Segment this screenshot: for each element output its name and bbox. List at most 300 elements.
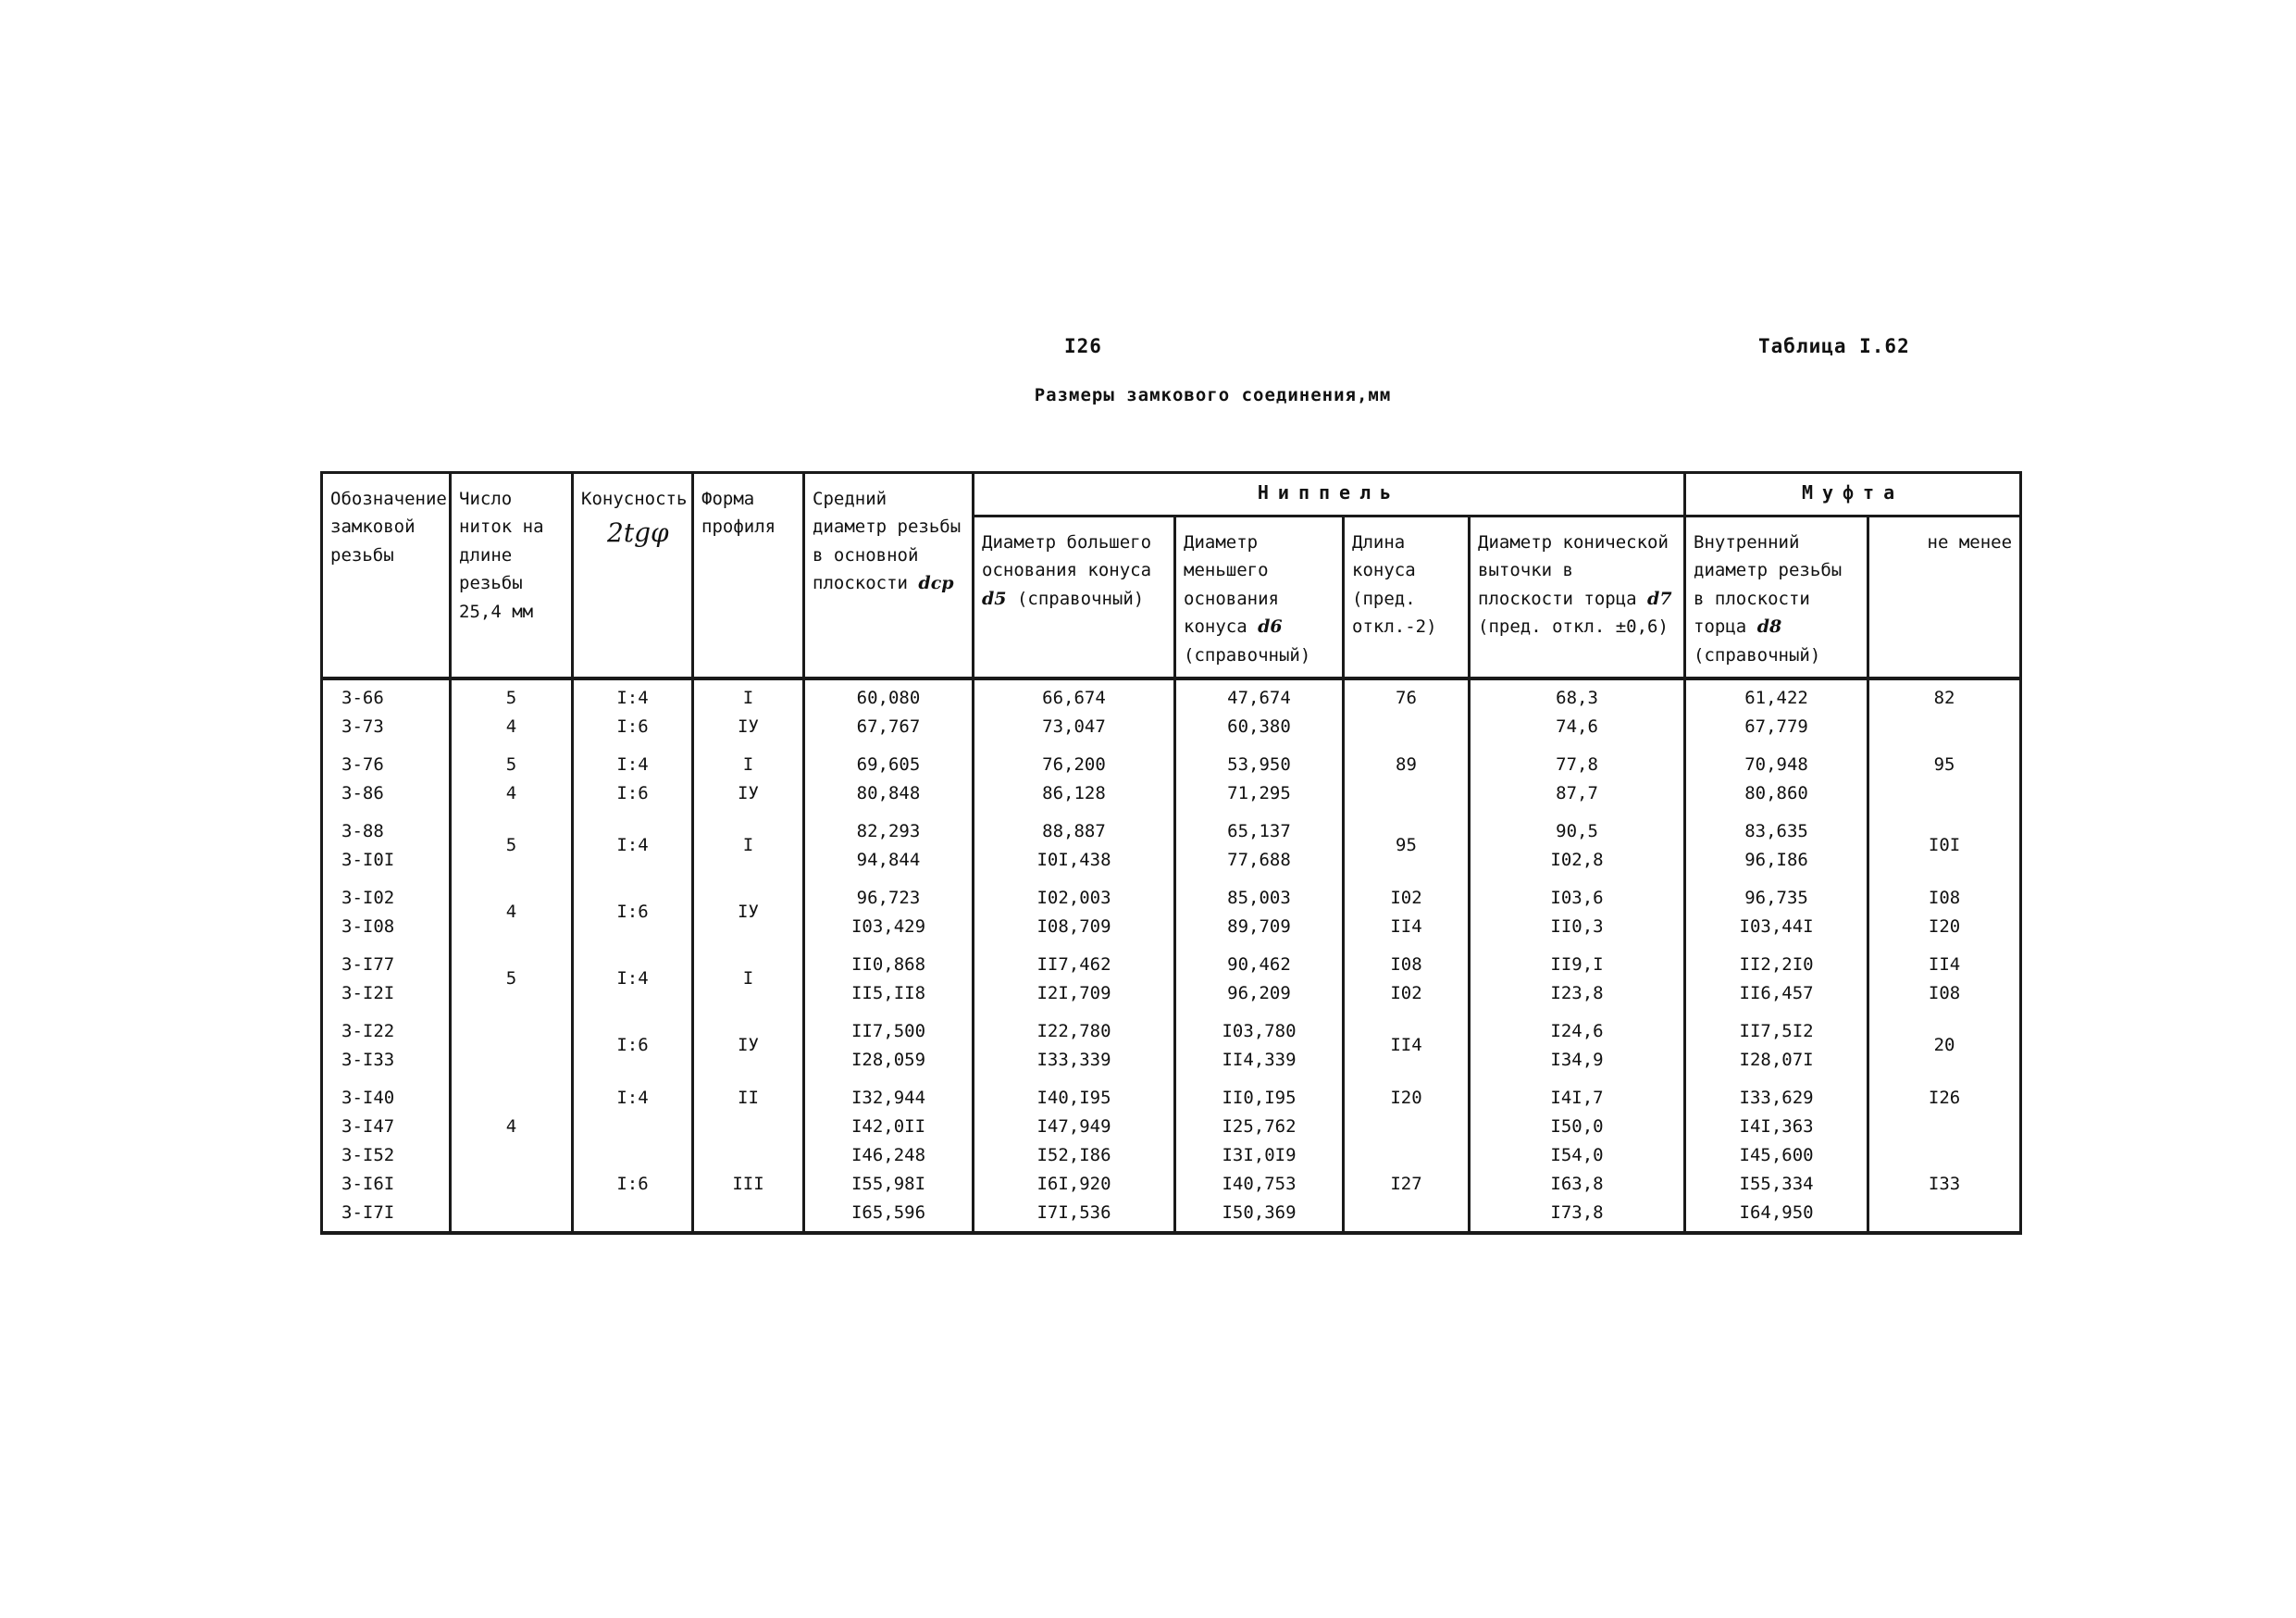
table-cell	[1344, 678, 1470, 1233]
cell-value: I33	[1928, 1173, 1961, 1194]
group-gap	[1877, 808, 2012, 817]
group-block	[982, 1084, 1166, 1227]
cell-value: I6I,920	[1036, 1173, 1111, 1194]
table-cell	[573, 678, 693, 1233]
cell-value: I52,I86	[1036, 1144, 1111, 1165]
group-block	[701, 1084, 795, 1227]
group-gap	[701, 941, 795, 951]
cell-value: IУ	[738, 782, 759, 803]
cell-value: I:6	[616, 902, 649, 923]
cell-value: II4	[1390, 915, 1422, 937]
cell-value: I:4	[616, 1087, 649, 1108]
cell-value	[1877, 1199, 2012, 1227]
group-gap	[813, 875, 964, 884]
table-cell	[693, 678, 804, 1233]
cell-value: I32,944	[850, 1087, 926, 1108]
group-block	[1478, 817, 1676, 875]
cell-value: 88,887	[1042, 820, 1106, 841]
group-gap	[459, 1008, 564, 1017]
cell-value: 83,635	[1744, 820, 1808, 841]
cell-value: I20	[1928, 915, 1961, 937]
cell-value: 89	[1396, 753, 1417, 775]
cell-value: 90,5	[1556, 820, 1598, 841]
group-gap	[1877, 1075, 2012, 1084]
cell-value: I0I,438	[1036, 849, 1111, 870]
cell-value: 53,950	[1227, 753, 1291, 775]
cell-value: I4I,363	[1739, 1115, 1814, 1137]
cell-value: 5	[505, 687, 517, 708]
group-block	[701, 1017, 795, 1075]
cell-value: 90,462	[1227, 953, 1291, 975]
cell-value: 5	[505, 968, 517, 989]
cell-value: 4	[505, 1115, 517, 1137]
group-gap	[701, 1008, 795, 1017]
cell-value: I03,44I	[1739, 915, 1814, 937]
cell-value: 47,674	[1227, 687, 1291, 708]
cell-value: 4	[505, 716, 517, 737]
group-block	[1877, 1084, 2012, 1227]
cell-value: 61,422	[1744, 687, 1808, 708]
group-block	[459, 884, 564, 941]
cell-value: 3-I40	[341, 1087, 395, 1108]
group-gap	[581, 875, 684, 884]
cell-value: I45,600	[1739, 1144, 1814, 1165]
group-block	[1478, 951, 1676, 1008]
group-gap	[341, 741, 441, 751]
cell-value: I23,8	[1550, 982, 1604, 1003]
cell-value: 20	[1933, 1035, 1955, 1056]
group-gap	[1352, 941, 1460, 951]
group-block	[813, 751, 964, 808]
cell-value: 77,8	[1556, 753, 1598, 775]
cell-value	[701, 1199, 795, 1227]
cell-value: 96,723	[856, 887, 921, 908]
group-block	[459, 1017, 564, 1075]
cell-value: I55,334	[1739, 1173, 1814, 1194]
group-block	[1877, 817, 2012, 875]
cell-value: II4	[1928, 953, 1961, 975]
group-block	[1877, 751, 2012, 808]
cell-value: I02	[1390, 887, 1422, 908]
cell-value: 60,080	[856, 687, 921, 708]
group-gap	[1478, 941, 1676, 951]
group-gap	[1877, 741, 2012, 751]
group-block	[1478, 884, 1676, 941]
cell-value	[459, 1199, 564, 1227]
group-block	[982, 817, 1166, 875]
cell-value: I50,0	[1550, 1115, 1604, 1137]
group-block	[982, 951, 1166, 1008]
group-block	[581, 951, 684, 1008]
cell-value: 80,848	[856, 782, 921, 803]
cell-value: I:4	[616, 687, 649, 708]
group-gap	[813, 1075, 964, 1084]
group-block	[701, 751, 795, 808]
cell-value: IУ	[738, 1035, 759, 1056]
group-gap	[1877, 875, 2012, 884]
group-block	[1184, 1084, 1334, 1227]
cell-value: I:4	[616, 835, 649, 856]
cell-value: 86,128	[1042, 782, 1106, 803]
group-block	[982, 884, 1166, 941]
table-label: Таблица I.62	[1758, 335, 1910, 357]
cell-value: I46,248	[850, 1144, 926, 1165]
cell-value	[1352, 1199, 1460, 1227]
group-gap	[1478, 741, 1676, 751]
cell-value	[1352, 713, 1460, 741]
group-block	[1184, 951, 1334, 1008]
group-block	[1352, 884, 1460, 941]
cell-value	[1352, 779, 1460, 808]
group-block	[581, 817, 684, 875]
group-block	[1352, 1017, 1460, 1075]
header-taper: Конусность 2tgφ	[573, 473, 693, 678]
cell-value: I50,369	[1222, 1201, 1297, 1223]
group-gap	[701, 1075, 795, 1084]
cell-value: I63,8	[1550, 1173, 1604, 1194]
group-gap	[1184, 1008, 1334, 1017]
cell-value: II0,3	[1550, 915, 1604, 937]
group-block	[1352, 684, 1460, 741]
cell-value: 96,I86	[1744, 849, 1808, 870]
group-block	[459, 951, 564, 1008]
cell-value	[701, 1113, 795, 1141]
cell-value: 96,209	[1227, 982, 1291, 1003]
group-gap	[1694, 941, 1859, 951]
cell-value: I42,0II	[850, 1115, 926, 1137]
cell-value: 67,779	[1744, 716, 1808, 737]
group-block	[1694, 1084, 1859, 1227]
group-gap	[1478, 1008, 1676, 1017]
group-block	[1184, 684, 1334, 741]
cell-value: I7I,536	[1036, 1201, 1111, 1223]
table-cell	[974, 678, 1175, 1233]
group-gap	[581, 1075, 684, 1084]
cell-value: I33,339	[1036, 1049, 1111, 1070]
cell-value: 82,293	[856, 820, 921, 841]
cell-value: II7,500	[850, 1020, 926, 1041]
cell-value: I28,059	[850, 1049, 926, 1070]
group-block	[1478, 684, 1676, 741]
group-gap	[1694, 875, 1859, 884]
cell-value: I:6	[616, 716, 649, 737]
cell-value: 3-I33	[341, 1049, 395, 1070]
group-block	[1694, 684, 1859, 741]
group-gap	[813, 1008, 964, 1017]
cell-value: 95	[1933, 753, 1955, 775]
cell-value: I03,429	[850, 915, 926, 937]
group-block	[982, 751, 1166, 808]
header-coupling-group: Муфта	[1685, 473, 2021, 517]
group-gap	[1352, 875, 1460, 884]
cell-value	[1352, 1141, 1460, 1170]
group-gap	[581, 1008, 684, 1017]
cell-value: I22,780	[1036, 1020, 1111, 1041]
cell-value	[581, 1141, 684, 1170]
cell-value: I33,629	[1739, 1087, 1814, 1108]
group-block	[459, 684, 564, 741]
table-cell	[1685, 678, 1868, 1233]
mean-diameter-symbol: dср	[918, 573, 954, 594]
group-block	[341, 1084, 441, 1227]
cell-value: I24,6	[1550, 1020, 1604, 1041]
cell-value: 3-I52	[341, 1144, 395, 1165]
cell-value: I0I	[1928, 835, 1961, 856]
group-block	[1184, 1017, 1334, 1075]
group-block	[1877, 1017, 2012, 1075]
table-cell	[804, 678, 974, 1233]
group-block	[1877, 951, 2012, 1008]
group-gap	[1352, 1008, 1460, 1017]
group-block	[1352, 1084, 1460, 1227]
small-base-symbol: d6	[1258, 616, 1283, 638]
cell-value: 82	[1933, 687, 1955, 708]
group-block	[813, 817, 964, 875]
group-gap	[701, 875, 795, 884]
group-block	[982, 1017, 1166, 1075]
table-cell	[322, 678, 451, 1233]
group-gap	[1694, 741, 1859, 751]
cell-value: 77,688	[1227, 849, 1291, 870]
cell-value: I08	[1928, 982, 1961, 1003]
cell-value: I27	[1390, 1173, 1422, 1194]
group-gap	[982, 741, 1166, 751]
table-cell	[1868, 678, 2021, 1233]
cell-value: II0,868	[850, 953, 926, 975]
group-gap	[813, 741, 964, 751]
table-row	[322, 678, 2021, 1233]
dimensions-table	[320, 471, 2022, 1235]
cell-value: 3-73	[341, 716, 384, 737]
cell-value: I:6	[616, 782, 649, 803]
cell-value: 89,709	[1227, 915, 1291, 937]
group-gap	[341, 1075, 441, 1084]
large-base-symbol: d5	[982, 588, 1007, 609]
group-gap	[459, 941, 564, 951]
cell-value: I08	[1928, 887, 1961, 908]
cell-value: I02,8	[1550, 849, 1604, 870]
cell-value: I	[742, 968, 754, 989]
cell-value: I73,8	[1550, 1201, 1604, 1223]
cell-value: 3-76	[341, 753, 384, 775]
group-gap	[1478, 875, 1676, 884]
table-body	[322, 678, 2021, 1233]
header-inner-diameter: Внутренний диаметр резьбы в плоскости торца d8 (справочный)	[1685, 517, 1868, 678]
group-gap	[1694, 1075, 1859, 1084]
group-gap	[982, 1075, 1166, 1084]
cell-value: 3-I77	[341, 953, 395, 975]
group-block	[813, 1084, 964, 1227]
header-large-base: Диаметр большего основания конуса d5 (справочный)	[974, 517, 1175, 678]
group-gap	[1184, 1075, 1334, 1084]
group-block	[581, 751, 684, 808]
cell-value: 5	[505, 753, 517, 775]
cell-value: 67,767	[856, 716, 921, 737]
cell-value: 71,295	[1227, 782, 1291, 803]
cell-value: II7,462	[1036, 953, 1111, 975]
cell-value: 3-I2I	[341, 982, 395, 1003]
header-mean-diameter: Средний диаметр резьбы в основной плоскости dср	[804, 473, 974, 678]
cell-value: 87,7	[1556, 782, 1598, 803]
group-block	[341, 951, 441, 1008]
group-gap	[1184, 741, 1334, 751]
cell-value: I40,I95	[1036, 1087, 1111, 1108]
cell-value: 65,137	[1227, 820, 1291, 841]
cell-value: I:4	[616, 968, 649, 989]
group-gap	[459, 1075, 564, 1084]
header-designation: Обозначение замковой резьбы	[322, 473, 451, 678]
cell-value: I26	[1928, 1087, 1961, 1108]
group-block	[701, 951, 795, 1008]
cell-value: I03,6	[1550, 887, 1604, 908]
cell-value: I25,762	[1222, 1115, 1297, 1137]
header-nipple-group: Ниппель	[974, 473, 1685, 517]
group-block	[1694, 1017, 1859, 1075]
group-block	[459, 1084, 564, 1227]
cell-value: IУ	[738, 902, 759, 923]
group-block	[1352, 951, 1460, 1008]
group-gap	[982, 1008, 1166, 1017]
group-gap	[1184, 808, 1334, 817]
group-block	[581, 884, 684, 941]
group-gap	[982, 941, 1166, 951]
cell-value: 96,735	[1744, 887, 1808, 908]
cell-value	[1877, 1113, 2012, 1141]
cell-value: I:6	[616, 1035, 649, 1056]
header-not-less: не менее	[1868, 517, 2021, 678]
group-gap	[1694, 808, 1859, 817]
group-block	[982, 684, 1166, 741]
group-gap	[1478, 808, 1676, 817]
cell-value: 3-I22	[341, 1020, 395, 1041]
cell-value: II6,457	[1739, 982, 1814, 1003]
cell-value: I02	[1390, 982, 1422, 1003]
group-gap	[1352, 1075, 1460, 1084]
cell-value: I54,0	[1550, 1144, 1604, 1165]
cell-value	[1352, 1113, 1460, 1141]
header-profile: Форма профиля	[693, 473, 804, 678]
cell-value	[1877, 779, 2012, 808]
cell-value	[581, 1199, 684, 1227]
group-block	[1184, 884, 1334, 941]
group-gap	[341, 1008, 441, 1017]
group-block	[1694, 951, 1859, 1008]
group-block	[1478, 751, 1676, 808]
group-block	[813, 884, 964, 941]
cell-value: 70,948	[1744, 753, 1808, 775]
header-cone-length: Длина конуса (пред. откл.-2)	[1344, 517, 1470, 678]
group-gap	[1184, 875, 1334, 884]
group-block	[1352, 817, 1460, 875]
cell-value	[1877, 1141, 2012, 1170]
cell-value: 94,844	[856, 849, 921, 870]
group-block	[701, 884, 795, 941]
cell-value: II0,I95	[1222, 1087, 1297, 1108]
group-block	[581, 1017, 684, 1075]
cell-value	[1877, 713, 2012, 741]
cell-value: 68,3	[1556, 687, 1598, 708]
cell-value	[459, 1170, 564, 1199]
group-block	[1694, 884, 1859, 941]
cell-value: 4	[505, 782, 517, 803]
cell-value: I:6	[616, 1173, 649, 1194]
cell-value: II9,I	[1550, 953, 1604, 975]
table-cell	[1470, 678, 1685, 1233]
group-block	[581, 1084, 684, 1227]
cell-value: 73,047	[1042, 716, 1106, 737]
cell-value: I3I,0I9	[1222, 1144, 1297, 1165]
cell-value: I55,98I	[850, 1173, 926, 1194]
cell-value: 3-I02	[341, 887, 395, 908]
cell-value: I2I,709	[1036, 982, 1111, 1003]
group-block	[1352, 751, 1460, 808]
cell-value: I4I,7	[1550, 1087, 1604, 1108]
group-block	[1478, 1084, 1676, 1227]
group-block	[1694, 817, 1859, 875]
group-block	[1184, 817, 1334, 875]
group-gap	[581, 941, 684, 951]
group-gap	[341, 808, 441, 817]
cell-value: I47,949	[1036, 1115, 1111, 1137]
cell-value: I02,003	[1036, 887, 1111, 908]
cell-value: II	[738, 1087, 759, 1108]
group-gap	[1352, 808, 1460, 817]
cell-value: 3-I6I	[341, 1173, 395, 1194]
cell-value: I08	[1390, 953, 1422, 975]
cell-value: 80,860	[1744, 782, 1808, 803]
cell-value	[701, 1141, 795, 1170]
group-gap	[1877, 941, 2012, 951]
group-gap	[813, 941, 964, 951]
group-gap	[581, 808, 684, 817]
cell-value: 76	[1396, 687, 1417, 708]
group-block	[341, 884, 441, 941]
table-cell	[451, 678, 573, 1233]
cell-value: 85,003	[1227, 887, 1291, 908]
cell-value: II7,5I2	[1739, 1020, 1814, 1041]
cell-value: I:4	[616, 753, 649, 775]
group-block	[341, 817, 441, 875]
cell-value: I	[742, 835, 754, 856]
cell-value: 3-I7I	[341, 1201, 395, 1223]
table-cell	[1175, 678, 1344, 1233]
cell-value: I40,753	[1222, 1173, 1297, 1194]
cell-value: II4,339	[1222, 1049, 1297, 1070]
group-gap	[701, 741, 795, 751]
cell-value	[459, 1141, 564, 1170]
header-bore-diameter: Диаметр конической выточки в плоскости торца d7 (пред. откл. ±0,6)	[1470, 517, 1685, 678]
group-gap	[581, 741, 684, 751]
group-gap	[459, 808, 564, 817]
group-gap	[701, 808, 795, 817]
group-block	[341, 684, 441, 741]
group-gap	[341, 875, 441, 884]
cell-value: 3-88	[341, 820, 384, 841]
cell-value: 60,380	[1227, 716, 1291, 737]
group-block	[341, 751, 441, 808]
group-gap	[459, 875, 564, 884]
cell-value: II2,2I0	[1739, 953, 1814, 975]
cell-value	[581, 1113, 684, 1141]
cell-value: 66,674	[1042, 687, 1106, 708]
cell-value: I28,07I	[1739, 1049, 1814, 1070]
group-block	[1877, 684, 2012, 741]
cell-value: I	[742, 753, 754, 775]
cell-value: I34,9	[1550, 1049, 1604, 1070]
group-gap	[982, 808, 1166, 817]
group-gap	[813, 808, 964, 817]
group-block	[813, 1017, 964, 1075]
